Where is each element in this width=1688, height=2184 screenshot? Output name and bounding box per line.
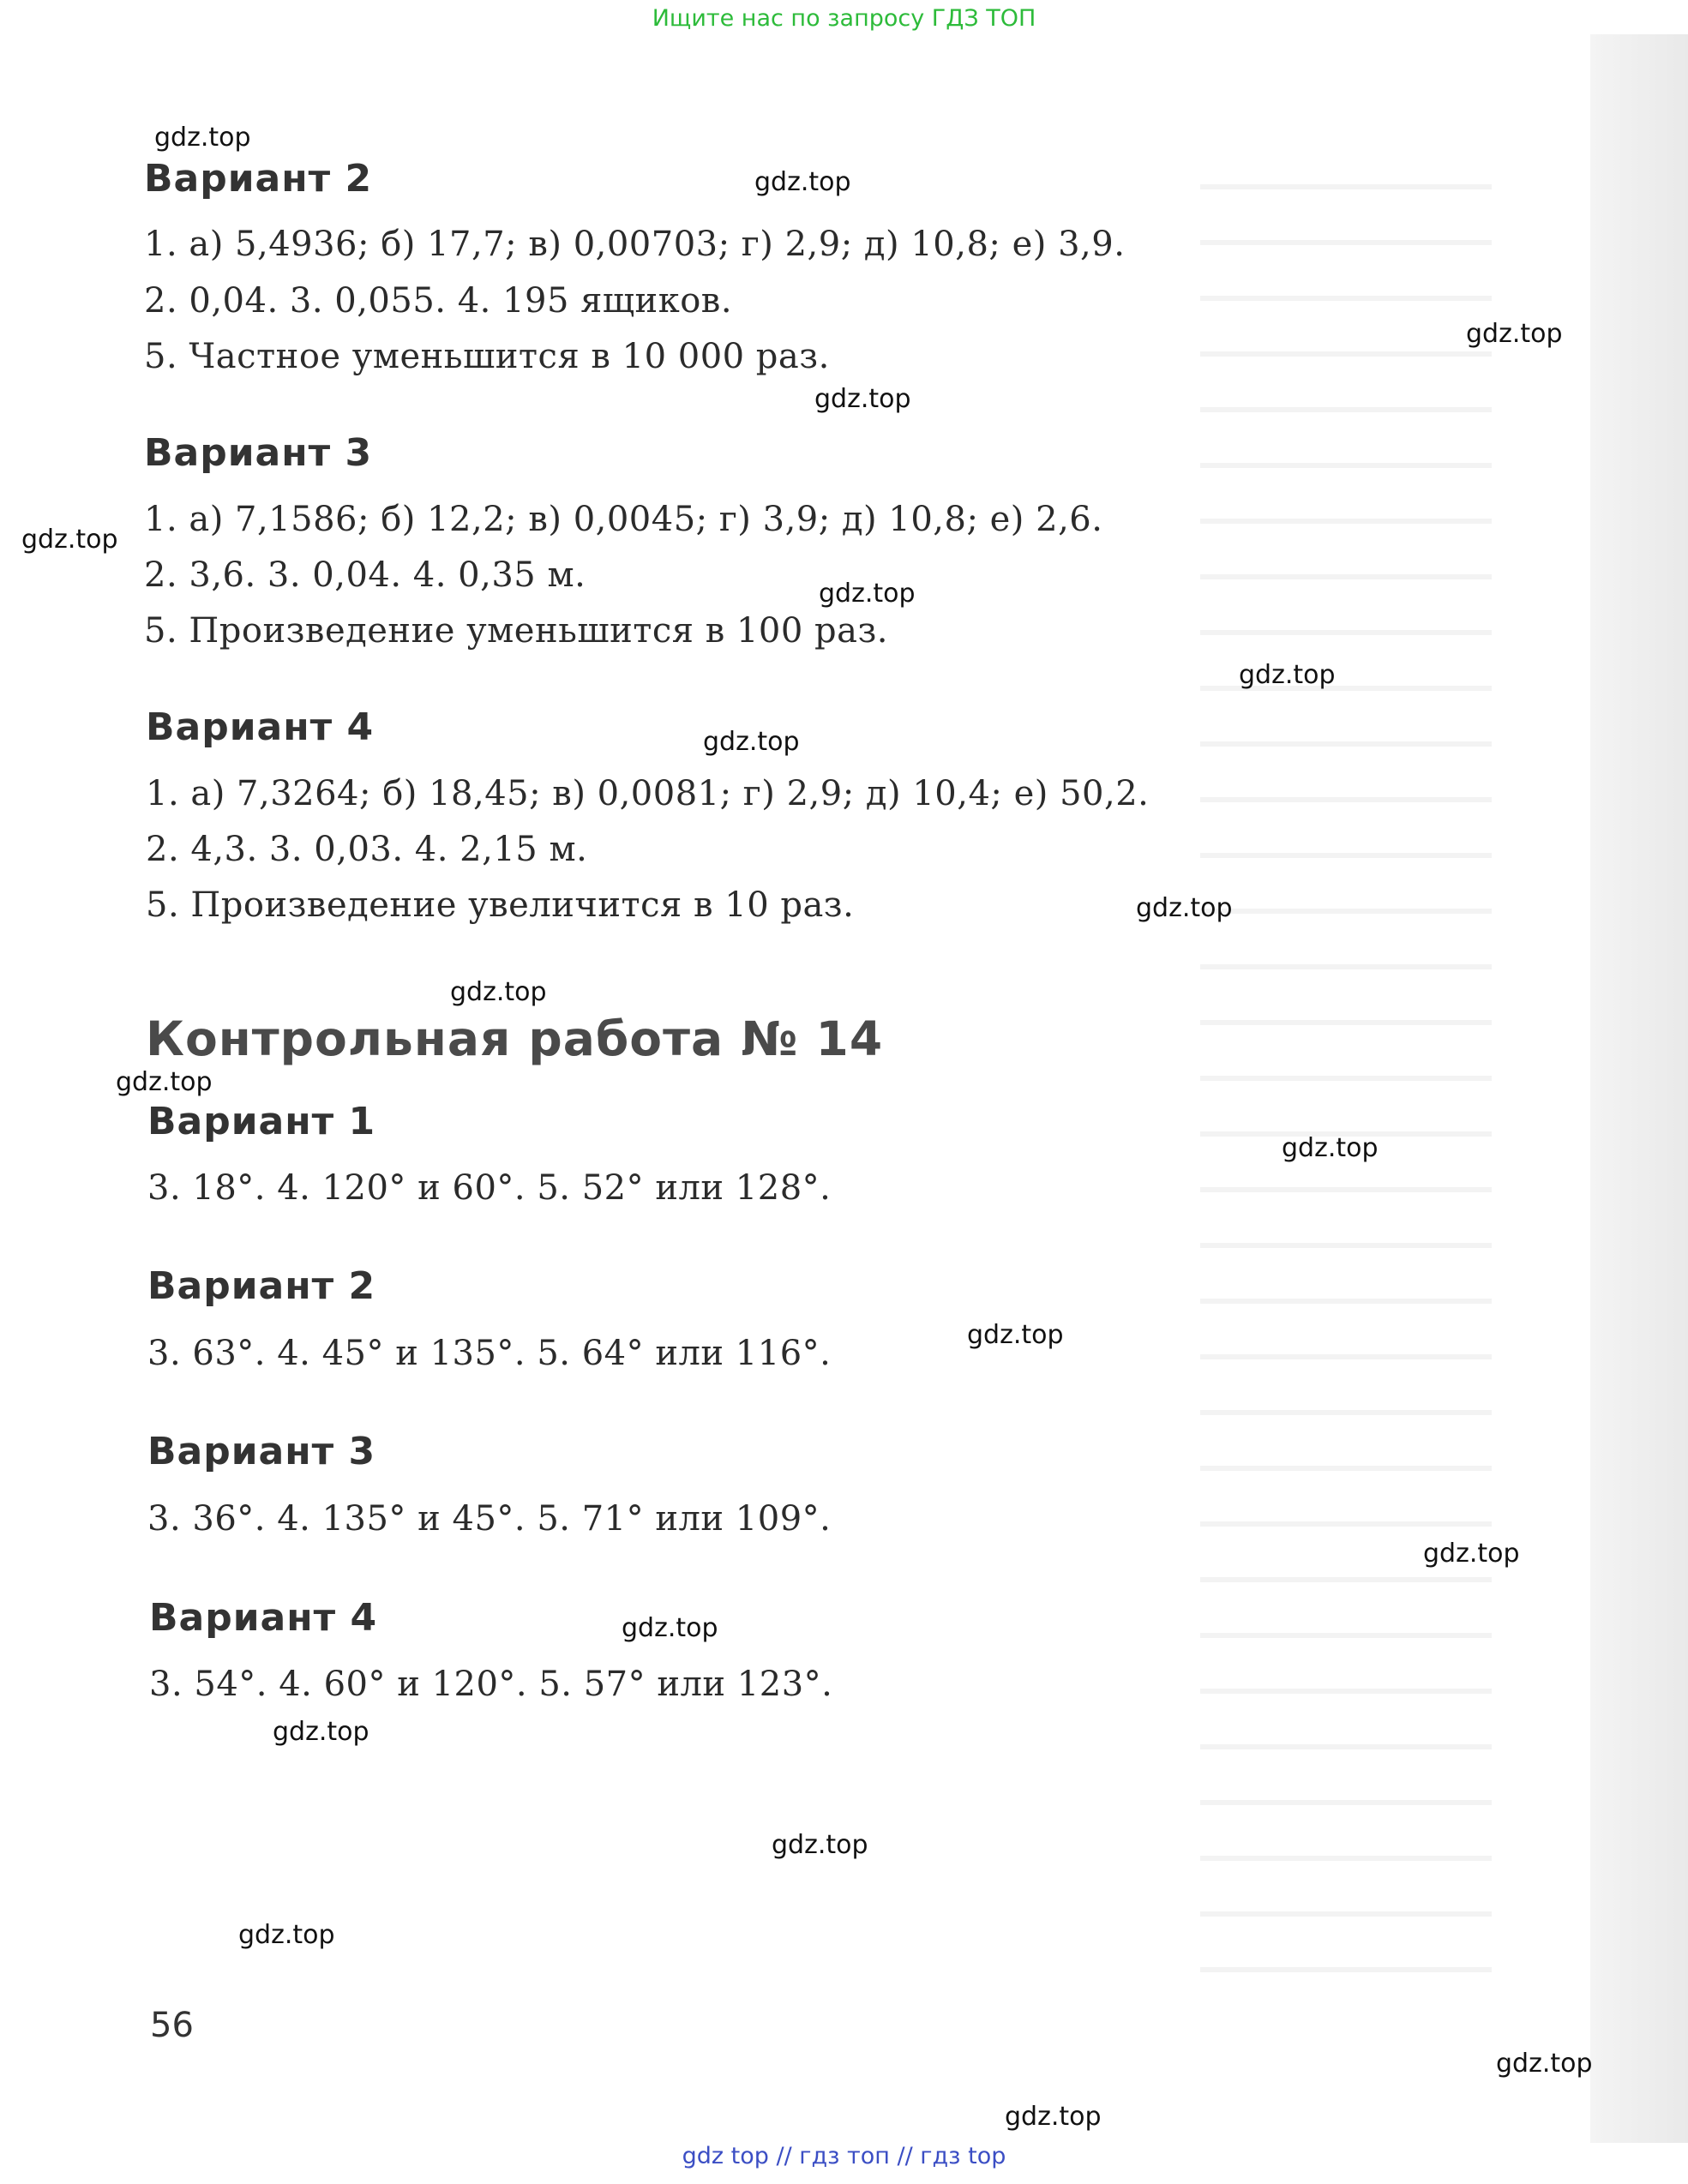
- variant-heading: Вариант 2: [144, 157, 373, 201]
- top-banner[interactable]: Ищите нас по запросу ГДЗ ТОП: [652, 5, 1036, 32]
- watermark: gdz.top: [754, 167, 851, 197]
- answer-line: 2. 0,04. 3. 0,055. 4. 195 ящиков.: [144, 281, 733, 321]
- variant-heading: Вариант 3: [147, 1430, 376, 1473]
- variant-heading: Вариант 2: [147, 1264, 376, 1308]
- variant-heading: Вариант 3: [144, 431, 373, 475]
- watermark: gdz.top: [1423, 1539, 1520, 1569]
- variant-heading: Вариант 4: [146, 705, 375, 749]
- bottom-banner[interactable]: gdz top // гдз топ // гдз top: [682, 2143, 1006, 2169]
- watermark: gdz.top: [238, 1920, 335, 1950]
- answer-line: 3. 54°. 4. 60° и 120°. 5. 57° или 123°.: [149, 1665, 833, 1704]
- answer-line: 5. Произведение уменьшится в 100 раз.: [144, 611, 888, 651]
- variant-heading: Вариант 4: [149, 1596, 378, 1640]
- watermark: gdz.top: [772, 1830, 868, 1860]
- answer-line: 2. 4,3. 3. 0,03. 4. 2,15 м.: [146, 830, 588, 869]
- answer-line: 3. 36°. 4. 135° и 45°. 5. 71° или 109°.: [147, 1499, 832, 1539]
- bleed-through-text: [1200, 150, 1492, 1993]
- watermark: gdz.top: [116, 1067, 213, 1097]
- answer-line: 5. Произведение увеличится в 10 раз.: [146, 885, 855, 925]
- watermark: gdz.top: [819, 579, 916, 609]
- answer-line: 3. 63°. 4. 45° и 135°. 5. 64° или 116°.: [147, 1334, 832, 1373]
- watermark: gdz.top: [273, 1717, 369, 1747]
- watermark: gdz.top: [967, 1320, 1064, 1350]
- watermark: gdz.top: [21, 525, 118, 555]
- watermark: gdz.top: [1005, 2102, 1102, 2132]
- answer-line: 3. 18°. 4. 120° и 60°. 5. 52° или 128°.: [147, 1168, 832, 1208]
- section-heading: Контрольная работа № 14: [146, 1011, 884, 1066]
- answer-line: 1. а) 7,3264; б) 18,45; в) 0,0081; г) 2,9; д) 10,4; е) 50,2.: [146, 774, 1150, 813]
- variant-heading: Вариант 1: [147, 1100, 376, 1143]
- watermark: gdz.top: [154, 123, 251, 153]
- watermark: gdz.top: [1136, 893, 1233, 923]
- answer-line: 1. а) 7,1586; б) 12,2; в) 0,0045; г) 3,9; д) 10,8; е) 2,6.: [144, 500, 1103, 539]
- watermark: gdz.top: [450, 977, 547, 1007]
- page-edge-shadow: [1590, 34, 1688, 2143]
- answer-line: 5. Частное уменьшится в 10 000 раз.: [144, 337, 830, 376]
- answer-line: 2. 3,6. 3. 0,04. 4. 0,35 м.: [144, 555, 586, 595]
- page-number: 56: [150, 2006, 194, 2045]
- watermark: gdz.top: [1496, 2049, 1593, 2079]
- answer-line: 1. а) 5,4936; б) 17,7; в) 0,00703; г) 2,9; д) 10,8; е) 3,9.: [144, 225, 1126, 264]
- watermark: gdz.top: [1466, 319, 1563, 349]
- watermark: gdz.top: [703, 727, 800, 757]
- watermark: gdz.top: [622, 1613, 718, 1643]
- watermark: gdz.top: [1239, 660, 1336, 690]
- watermark: gdz.top: [1282, 1133, 1379, 1163]
- watermark: gdz.top: [814, 384, 911, 414]
